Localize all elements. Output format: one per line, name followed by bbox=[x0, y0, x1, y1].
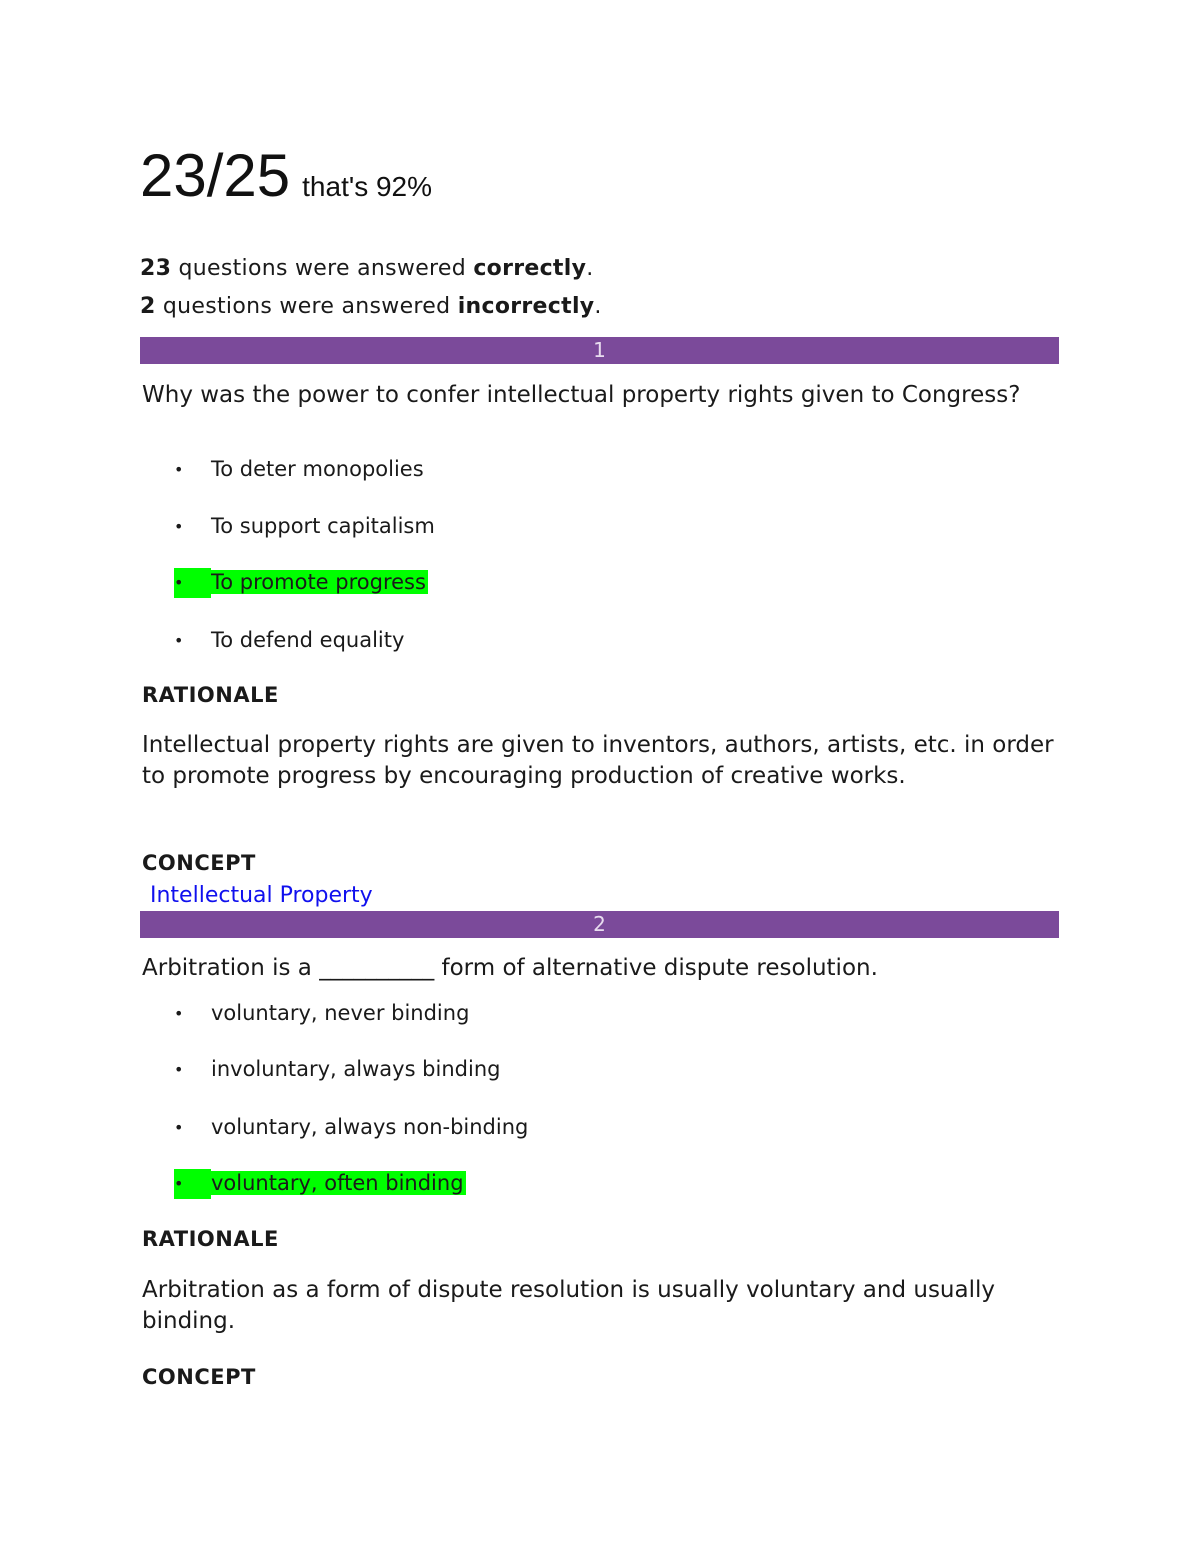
incorrect-word: incorrectly bbox=[457, 294, 595, 319]
answer-choice-correct: • voluntary, often binding bbox=[174, 1168, 466, 1198]
incorrect-count: 2 bbox=[140, 294, 156, 319]
concept-heading: CONCEPT bbox=[142, 1365, 256, 1389]
bullet-icon: • bbox=[174, 1060, 184, 1079]
correct-count: 23 bbox=[140, 256, 172, 281]
question-text: Arbitration is a __________ form of alternative dispute resolution. bbox=[142, 955, 878, 981]
answer-choice: • voluntary, always non-binding bbox=[174, 1112, 528, 1142]
bullet-icon: • bbox=[174, 631, 184, 650]
score-percent: that's 92% bbox=[302, 171, 433, 202]
bullet-icon: • bbox=[174, 1004, 184, 1023]
bullet-icon: • bbox=[174, 568, 211, 598]
bullet-icon: • bbox=[174, 1169, 211, 1199]
bullet-icon: • bbox=[174, 517, 184, 536]
concept-heading: CONCEPT bbox=[142, 851, 256, 875]
answer-choice-correct: • To promote progress bbox=[174, 567, 428, 597]
question-number-bar: 2 bbox=[140, 911, 1059, 938]
score-fraction: 23/25 bbox=[140, 142, 291, 209]
answer-choice: • To support capitalism bbox=[174, 511, 435, 541]
rationale-text: Arbitration as a form of dispute resolution is usually voluntary and usually binding. bbox=[142, 1277, 995, 1334]
answer-choice: • To defend equality bbox=[174, 625, 404, 655]
answer-choice: • To deter monopolies bbox=[174, 454, 424, 484]
incorrect-summary: 2 questions were answered incorrectly. bbox=[140, 294, 602, 319]
question-text: Why was the power to confer intellectual property rights given to Congress? bbox=[142, 382, 1021, 408]
rationale-heading: RATIONALE bbox=[142, 683, 279, 707]
question-number-bar: 1 bbox=[140, 337, 1059, 364]
bullet-icon: • bbox=[174, 1118, 184, 1137]
concept-link[interactable]: Intellectual Property bbox=[150, 883, 373, 908]
correct-summary: 23 questions were answered correctly. bbox=[140, 256, 594, 281]
correct-word: correctly bbox=[473, 256, 587, 281]
answer-choice: • voluntary, never binding bbox=[174, 998, 469, 1028]
answer-choice: • involuntary, always binding bbox=[174, 1054, 500, 1084]
rationale-text: Intellectual property rights are given to inventors, authors, artists, etc. in order to promote progress by encouraging production of creative works. bbox=[142, 732, 1054, 789]
bullet-icon: • bbox=[174, 460, 184, 479]
score-header bbox=[140, 140, 432, 212]
rationale-heading: RATIONALE bbox=[142, 1227, 279, 1251]
